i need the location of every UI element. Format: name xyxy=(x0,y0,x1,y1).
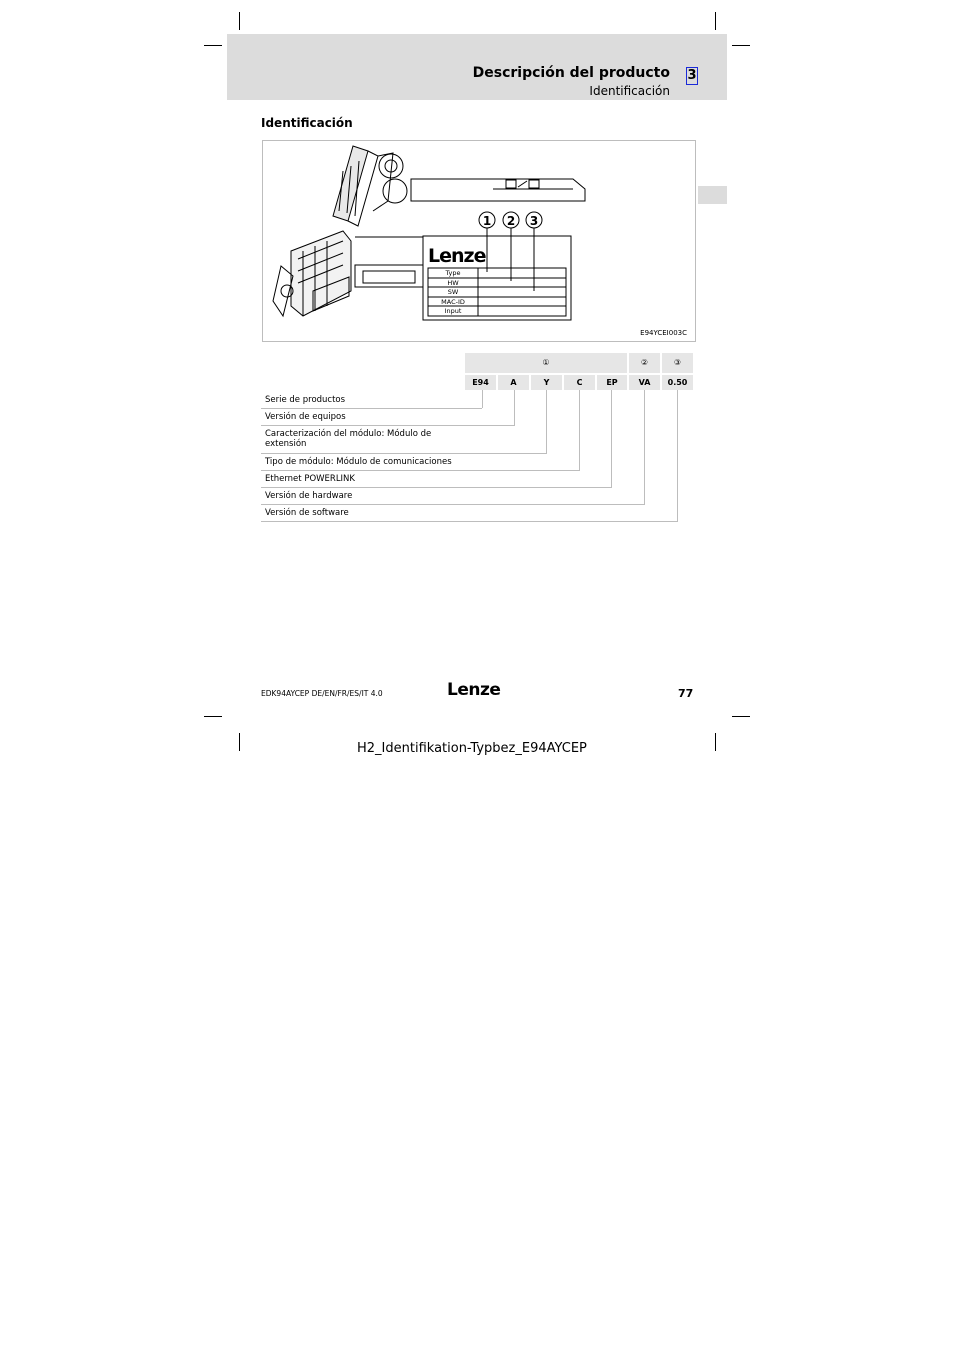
leader-line xyxy=(482,390,483,408)
identification-figure xyxy=(262,140,696,342)
code-col-a: A xyxy=(498,375,529,390)
group-marker-1: ① xyxy=(465,353,627,373)
nameplate-row-hw: HW xyxy=(447,279,459,287)
module-drawing xyxy=(263,141,695,341)
crop-mark xyxy=(732,716,750,717)
nameplate-row-input: Input xyxy=(444,307,462,315)
leader-line xyxy=(677,390,678,521)
section-title: Identificación xyxy=(261,116,353,130)
bottom-label: H2_Identifikation-Typbez_E94AYCEP xyxy=(357,741,587,756)
row-divider xyxy=(261,487,612,488)
row-label-equipment-version: Versión de equipos xyxy=(265,412,346,422)
figure-caption: E94YCEI003C xyxy=(640,329,687,337)
nameplate-row-sw: SW xyxy=(447,288,459,296)
row-label-ethernet: Ethernet POWERLINK xyxy=(265,474,355,484)
footer-logo: Lenze xyxy=(447,680,501,700)
crop-mark xyxy=(732,45,750,46)
leader-line xyxy=(514,390,515,425)
leader-line xyxy=(579,390,580,470)
footer-doc-id: EDK94AYCEP DE/EN/FR/ES/IT 4.0 xyxy=(261,689,383,698)
code-col-e94: E94 xyxy=(465,375,496,390)
row-divider xyxy=(261,521,678,522)
side-tab xyxy=(698,186,727,204)
row-label-module-characterization: Caracterización del módulo: Módulo de extensión xyxy=(265,429,432,449)
code-col-ep: EP xyxy=(597,375,627,390)
nameplate-brand: Lenze xyxy=(428,245,486,267)
code-col-va: VA xyxy=(629,375,660,390)
crop-mark xyxy=(239,12,240,30)
nameplate-row-mac: MAC-ID xyxy=(441,298,465,306)
chapter-number: 3 xyxy=(687,68,697,83)
page-header xyxy=(227,34,727,100)
crop-mark xyxy=(239,733,240,751)
page-number: 77 xyxy=(678,687,694,700)
group-marker-2: ② xyxy=(629,353,660,373)
row-label-software-version: Versión de software xyxy=(265,508,349,518)
row-divider xyxy=(261,470,580,471)
row-label-module-type: Tipo de módulo: Módulo de comunicaciones xyxy=(265,457,452,467)
callout-2: 2 xyxy=(506,214,516,228)
row-divider xyxy=(261,453,547,454)
leader-line xyxy=(546,390,547,453)
row-divider xyxy=(261,408,482,409)
page-subtitle: Identificación xyxy=(589,84,670,98)
crop-mark xyxy=(715,733,716,751)
row-label-product-series: Serie de productos xyxy=(265,395,346,405)
code-col-version: 0.50 xyxy=(662,375,693,390)
code-col-c: C xyxy=(564,375,595,390)
row-label-hardware-version: Versión de hardware xyxy=(265,491,353,501)
page-title: Descripción del producto xyxy=(472,65,670,81)
crop-mark xyxy=(204,716,222,717)
callout-3: 3 xyxy=(529,214,539,228)
leader-line xyxy=(611,390,612,487)
callout-1: 1 xyxy=(482,214,492,228)
crop-mark xyxy=(715,12,716,30)
row-divider xyxy=(261,504,645,505)
nameplate-row-type: Type xyxy=(445,269,461,277)
group-marker-3: ③ xyxy=(662,353,693,373)
code-col-y: Y xyxy=(531,375,562,390)
crop-mark xyxy=(204,45,222,46)
leader-line xyxy=(644,390,645,504)
row-divider xyxy=(261,425,515,426)
